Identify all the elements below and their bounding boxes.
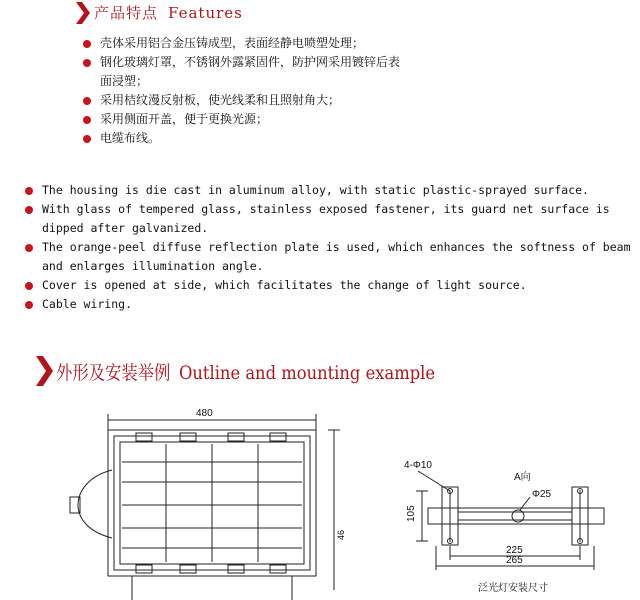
list-item: The housing is die cast in aluminum alloy, with static plastic-sprayed surface.: [22, 181, 638, 200]
bullet-icon: [25, 301, 33, 309]
bullet-icon: [25, 206, 33, 214]
features-cn-list: [80, 34, 410, 148]
list-item: With glass of tempered glass, stainless exposed fastener, its guard net surface is dipped after galvanized.: [22, 200, 638, 238]
view-label: A向: [514, 472, 531, 483]
center-hole-label: Φ25: [532, 489, 552, 500]
bullet-icon: [83, 97, 91, 105]
bullet-icon: [83, 135, 91, 143]
list-item: 壳体采用铝合金压铸成型，表面经静电喷塑处理；: [80, 34, 410, 53]
features-arrow-icon: [76, 2, 92, 24]
bullet-icon: [25, 244, 33, 252]
bullet-icon: [83, 59, 91, 67]
dim-105-label: 105: [406, 505, 417, 522]
list-item: 采用侧面开盖，便于更换光源；: [80, 110, 410, 129]
outline-title: 外形及安装举例 Outline and mounting example: [56, 362, 436, 384]
mounting-caption: 泛光灯安装尺寸: [478, 583, 548, 594]
list-item: 采用桔纹漫反射板，使光线柔和且照射角大；: [80, 91, 410, 110]
dim-265-label: 265: [506, 555, 523, 566]
bullet-icon: [25, 187, 33, 195]
dim-side-label: 46: [336, 529, 346, 540]
bullet-icon: [25, 282, 33, 290]
outline-arrow-icon: [36, 356, 54, 386]
features-en-list: [22, 181, 638, 314]
bullet-icon: [83, 40, 91, 48]
dim-width-label: 480: [196, 408, 213, 419]
list-item: 钢化玻璃灯罩，不锈钢外露紧固件，防护网采用镀锌后表面浸塑；: [80, 53, 410, 91]
list-item: Cover is opened at side, which facilitates the change of light source.: [22, 276, 638, 295]
list-item: 电缆布线。: [80, 129, 410, 148]
bullet-icon: [83, 116, 91, 124]
holes-label: 4-Φ10: [404, 460, 432, 471]
list-item: The orange-peel diffuse reflection plate is used, which enhances the softness of beam and enlarges illumination angle.: [22, 238, 638, 276]
list-item: Cable wiring.: [22, 295, 638, 314]
dim-225-label: 225: [506, 545, 523, 556]
outline-drawing: [0, 395, 640, 600]
features-title: 产品特点 Features: [94, 4, 243, 22]
